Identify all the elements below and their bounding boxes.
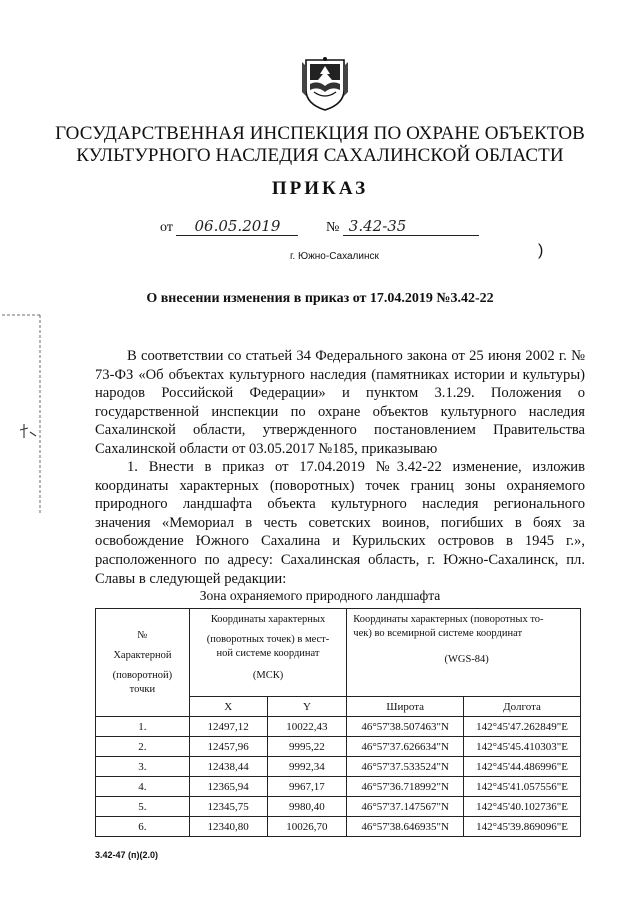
header-msk-line4: (МСК) — [252, 670, 284, 681]
order-date-field — [176, 217, 298, 236]
order-item-1: 1. Внести в приказ от 17.04.2019 №3.42-22 изменение, изложив координаты характерных (поворотных) точек границ зоны охраняемого природного ландшафта объекта культурного наследия регионального значения «Мемориал в честь советских воинов, погибших в боях за освобождение Южного Сахалина и Курильских островов в 1945 г.», расположенного по адресу: Сахалинская область, г. Южно-Сахалинск, пл. Славы в следующей редакции: — [95, 459, 585, 587]
number-prefix: № — [325, 220, 340, 235]
table-row — [96, 777, 581, 797]
subheader-longitude: Долгота — [464, 697, 581, 717]
header-wgs — [347, 609, 581, 697]
subheader-x: X — [189, 697, 267, 717]
cell-longitude: 142°45'45.410303"E — [464, 737, 581, 757]
order-date-number-line — [160, 217, 490, 239]
cell-longitude: 142°45'39.869096"E — [464, 817, 581, 837]
cell-point: 5. — [96, 797, 190, 817]
date-prefix: от — [160, 220, 173, 235]
subheader-y: Y — [267, 697, 347, 717]
header-wgs-line3: (WGS-84) — [444, 654, 489, 665]
cell-longitude: 142°45'40.102736"E — [464, 797, 581, 817]
header-msk-line1: Координаты характерных — [210, 614, 326, 625]
table-row — [96, 797, 581, 817]
cell-latitude: 46°57'37.147567"N — [347, 797, 464, 817]
handwritten-bracket: ) — [538, 242, 544, 259]
document-code: 3.42-47 (п)(2.0) — [95, 850, 158, 860]
city-label: г. Южно-Сахалинск — [290, 251, 379, 262]
cell-y: 9995,22 — [267, 737, 347, 757]
cell-latitude: 46°57'36.718992"N — [347, 777, 464, 797]
header-point-line2: Характерной — [113, 649, 172, 661]
header-point-line4: точки — [129, 683, 156, 695]
cell-y: 9992,34 — [267, 757, 347, 777]
table-row — [96, 757, 581, 777]
table-row — [96, 737, 581, 757]
header-wgs-line2: чек) во всемирной системе координат — [353, 628, 523, 639]
cell-latitude: 46°57'38.646935"N — [347, 817, 464, 837]
order-number-value: 3.42-35 — [348, 217, 407, 235]
cell-latitude: 46°57'37.533524"N — [347, 757, 464, 777]
sakhalin-coat-of-arms-icon — [300, 56, 350, 112]
table-row — [96, 717, 581, 737]
cell-longitude: 142°45'47.262849"E — [464, 717, 581, 737]
agency-name-line1: ГОСУДАРСТВЕННАЯ ИНСПЕКЦИЯ ПО ОХРАНЕ ОБЪЕКТОВ — [55, 123, 585, 144]
cell-longitude: 142°45'44.486996"E — [464, 757, 581, 777]
margin-registration-mark — [0, 300, 60, 520]
table-row — [96, 817, 581, 837]
coordinates-table — [95, 608, 581, 837]
header-msk — [189, 609, 347, 697]
subheader-latitude: Широта — [347, 697, 464, 717]
cell-point: 3. — [96, 757, 190, 777]
document-title: ПРИКАЗ — [271, 178, 369, 199]
cell-y: 9967,17 — [267, 777, 347, 797]
order-subject: О внесении изменения в приказ от 17.04.2019 №3.42-22 — [146, 291, 494, 306]
cell-longitude: 142°45'41.057556"E — [464, 777, 581, 797]
cell-x: 12457,96 — [189, 737, 267, 757]
cell-y: 10026,70 — [267, 817, 347, 837]
table-caption: Зона охраняемого природного ландшафта — [199, 588, 441, 603]
header-point-line3: (поворотной) — [112, 669, 173, 681]
cell-y: 10022,43 — [267, 717, 347, 737]
cell-x: 12497,12 — [189, 717, 267, 737]
cell-x: 12340,80 — [189, 817, 267, 837]
preamble-paragraph: В соответствии со статьей 34 Федерального закона от 25 июня 2002 г. № 73-ФЗ «Об объектах культурного наследия (памятниках истории и культуры) народов Российской Федерации» и пунктом 3.1.29. Положения о государственной инспекции по охране объектов культурного наследия Сахалинской области, утвержденного постановлением Правительства Сахалинской области от 03.05.2017 №185, приказываю — [95, 348, 585, 457]
cell-point: 4. — [96, 777, 190, 797]
order-number-field — [343, 217, 479, 236]
header-point-line1: № — [137, 629, 148, 641]
header-msk-line3: ной системе координат — [216, 648, 320, 659]
cell-point: 6. — [96, 817, 190, 837]
cell-x: 12365,94 — [189, 777, 267, 797]
header-wgs-line1: Координаты характерных (поворотных то- — [353, 614, 544, 625]
cell-x: 12438,44 — [189, 757, 267, 777]
header-point-number — [96, 609, 190, 717]
cell-point: 1. — [96, 717, 190, 737]
cell-x: 12345,75 — [189, 797, 267, 817]
order-date-value: 06.05.2019 — [194, 217, 281, 235]
cell-point: 2. — [96, 737, 190, 757]
agency-name-line2: КУЛЬТУРНОГО НАСЛЕДИЯ САХАЛИНСКОЙ ОБЛАСТИ — [76, 145, 564, 166]
cell-latitude: 46°57'37.626634"N — [347, 737, 464, 757]
cell-y: 9980,40 — [267, 797, 347, 817]
cell-latitude: 46°57'38.507463"N — [347, 717, 464, 737]
header-msk-line2: (поворотных точек) в мест- — [206, 634, 330, 645]
